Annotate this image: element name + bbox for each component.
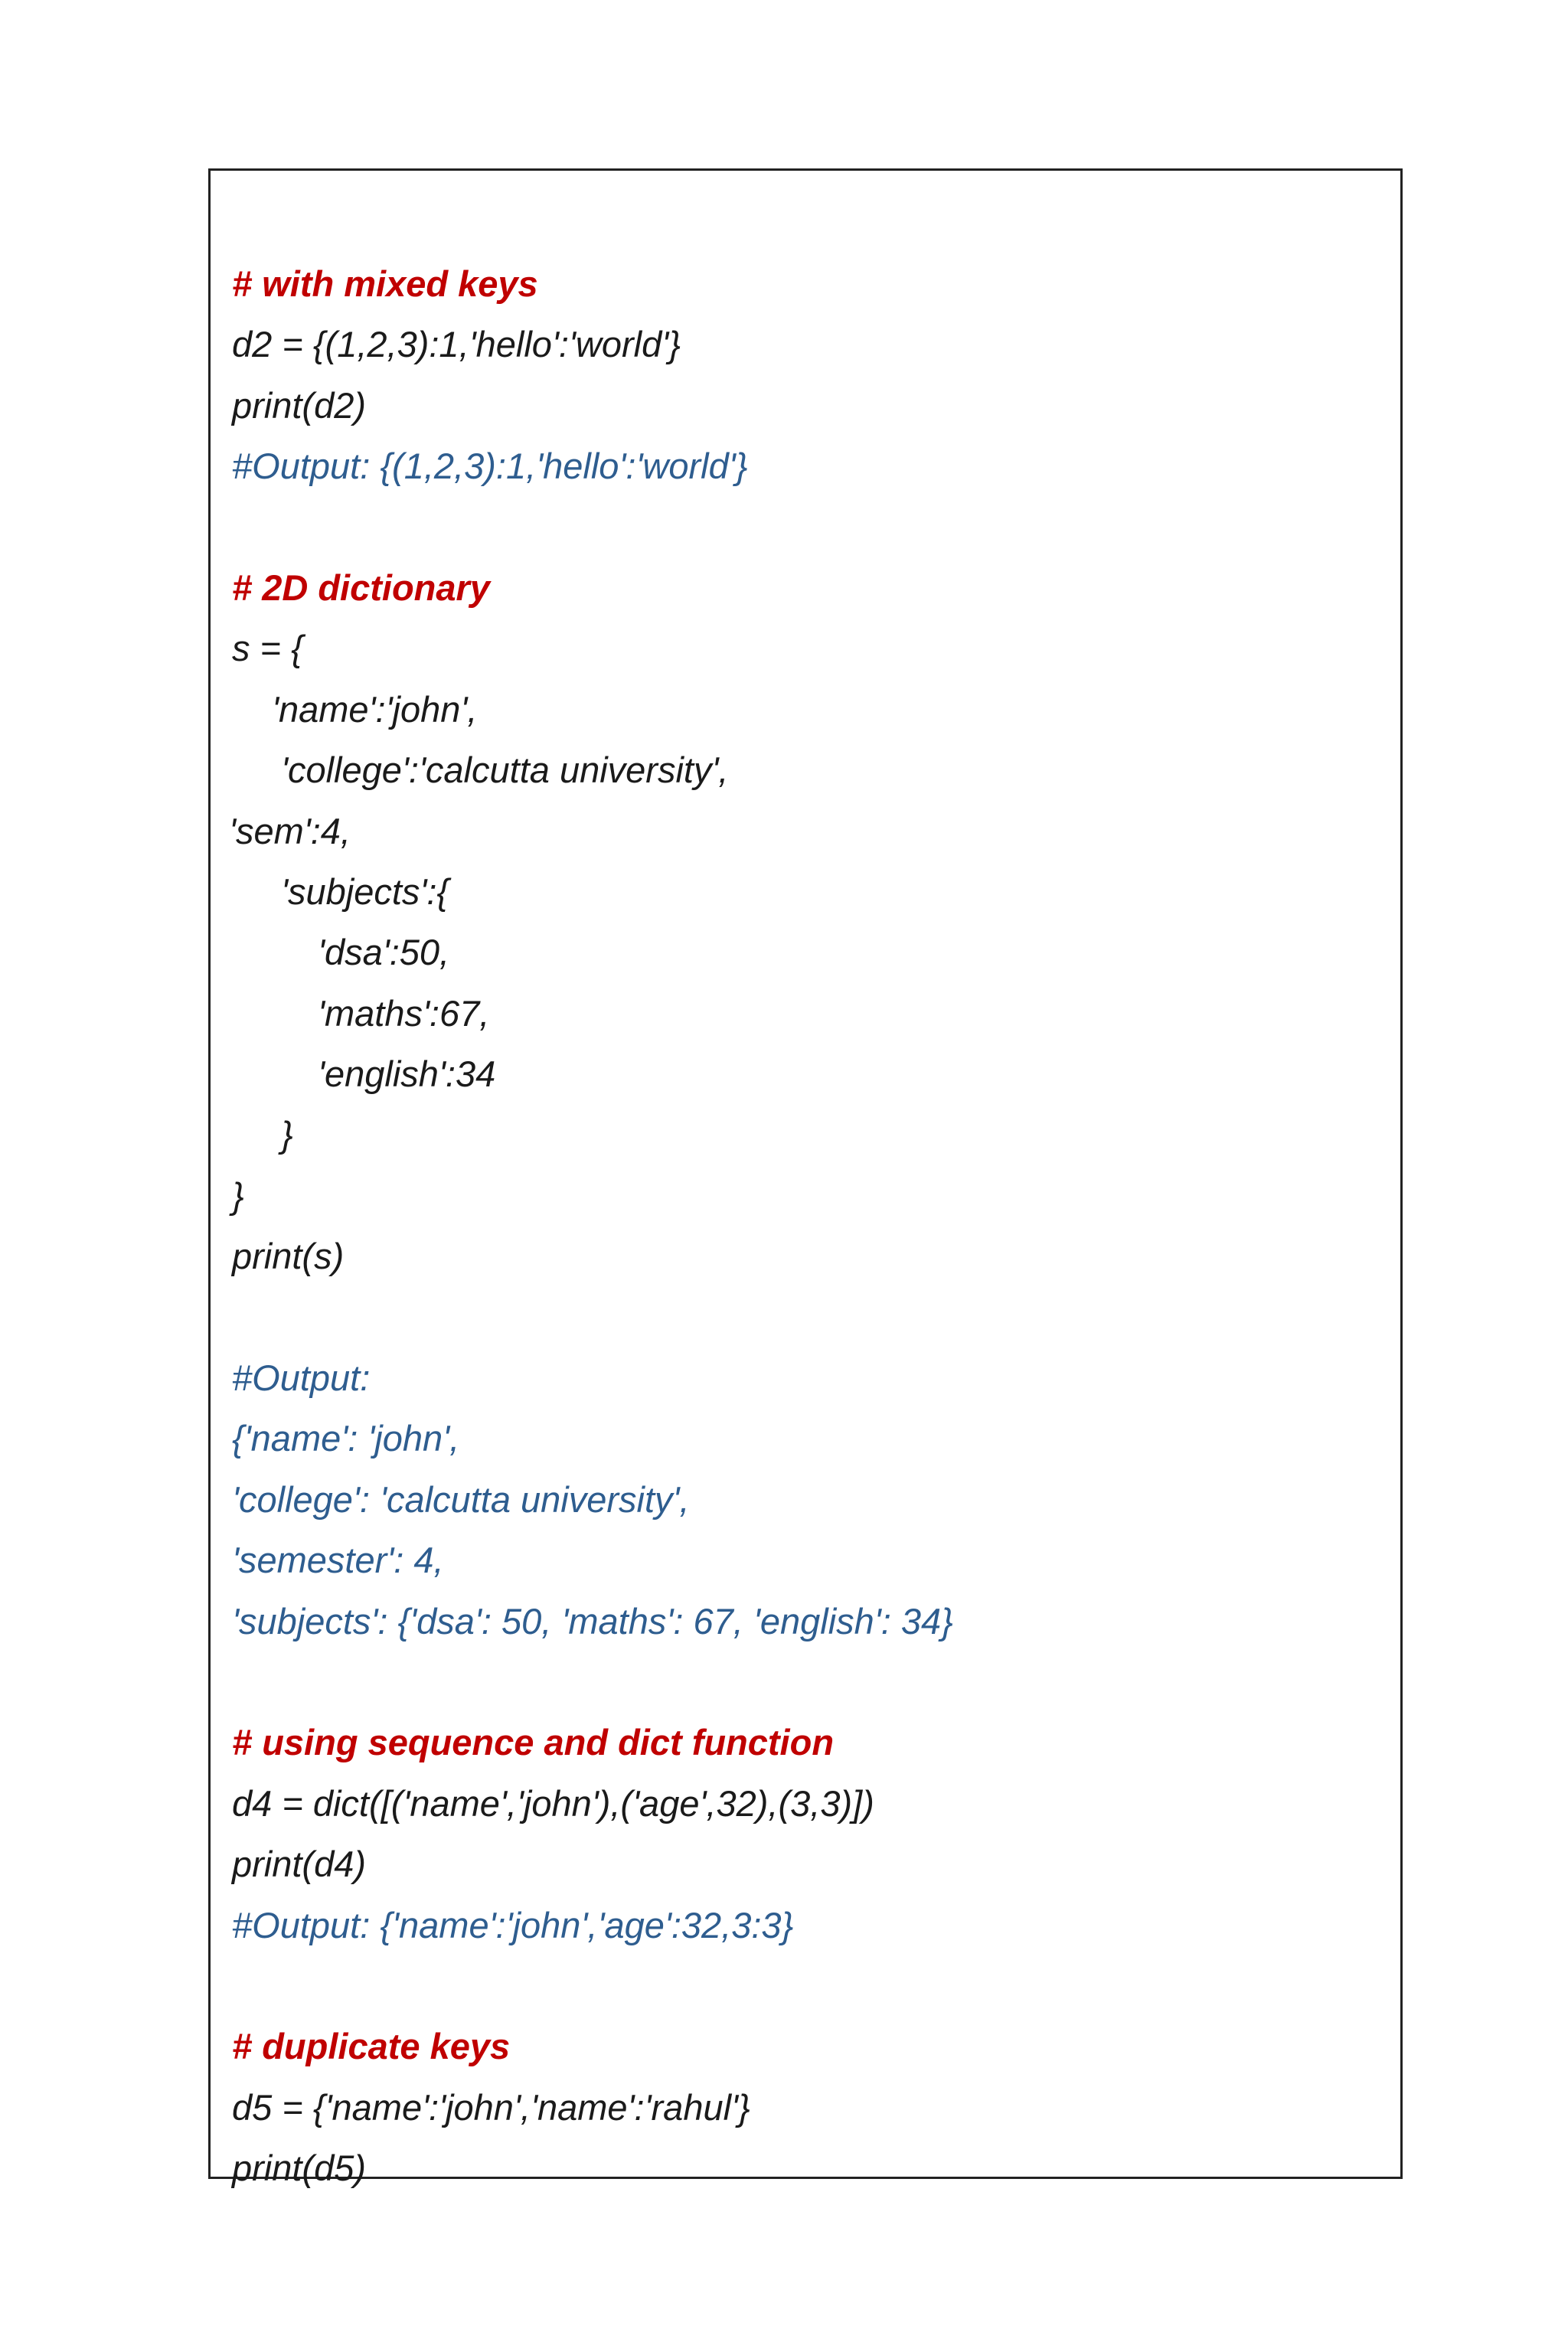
code-listing-box [208,168,1403,2189]
code-line: 'english':34 [318,1054,496,1095]
output-line: 'semester': 4, [232,1540,444,1581]
blank-line [211,1287,1400,1348]
blank-line [211,1651,1400,1712]
code-line: } [232,1174,244,1216]
code-line: 'subjects':{ [281,871,449,912]
code-line: print(d4) [232,1844,367,1885]
code-line: 'college':'calcutta university', [281,750,729,791]
code-line: } [281,1114,293,1155]
output-line: {'name': 'john', [232,1418,460,1459]
code-line: print(s) [232,1236,345,1277]
code-comment-line: # using sequence and dict function [232,1722,835,1763]
code-comment-line: # 2D dictionary [232,567,490,608]
output-line: 'subjects': {'dsa': 50, 'maths': 67, 'english': 34} [232,1600,953,1642]
code-line: 'maths':67, [318,992,490,1034]
code-lines [211,253,1400,2199]
code-line: s = { [232,628,303,669]
code-line: 'dsa':50, [318,932,450,973]
code-comment-line: # with mixed keys [232,263,538,304]
code-comment-line: # duplicate keys [232,2026,511,2067]
code-line: 'sem':4, [229,810,351,851]
code-line: d2 = {(1,2,3):1,'hello':'world'} [232,324,681,365]
output-line: #Output: {'name':'john','age':32,3:3} [232,1904,794,1945]
code-line: d4 = dict([('name','john'),('age',32),(3,3)]) [232,1782,874,1824]
code-line: print(d2) [232,384,367,426]
output-line: #Output: {(1,2,3):1,'hello':'world'} [232,446,748,487]
output-line: #Output: [232,1357,371,1399]
output-line: 'college': 'calcutta university', [232,1478,690,1520]
blank-line [211,497,1400,557]
code-line: print(d5) [232,2148,367,2189]
code-line: 'name':'john', [272,688,478,730]
blank-line [211,1955,1400,2016]
code-line: d5 = {'name':'john','name':'rahul'} [232,2086,750,2128]
